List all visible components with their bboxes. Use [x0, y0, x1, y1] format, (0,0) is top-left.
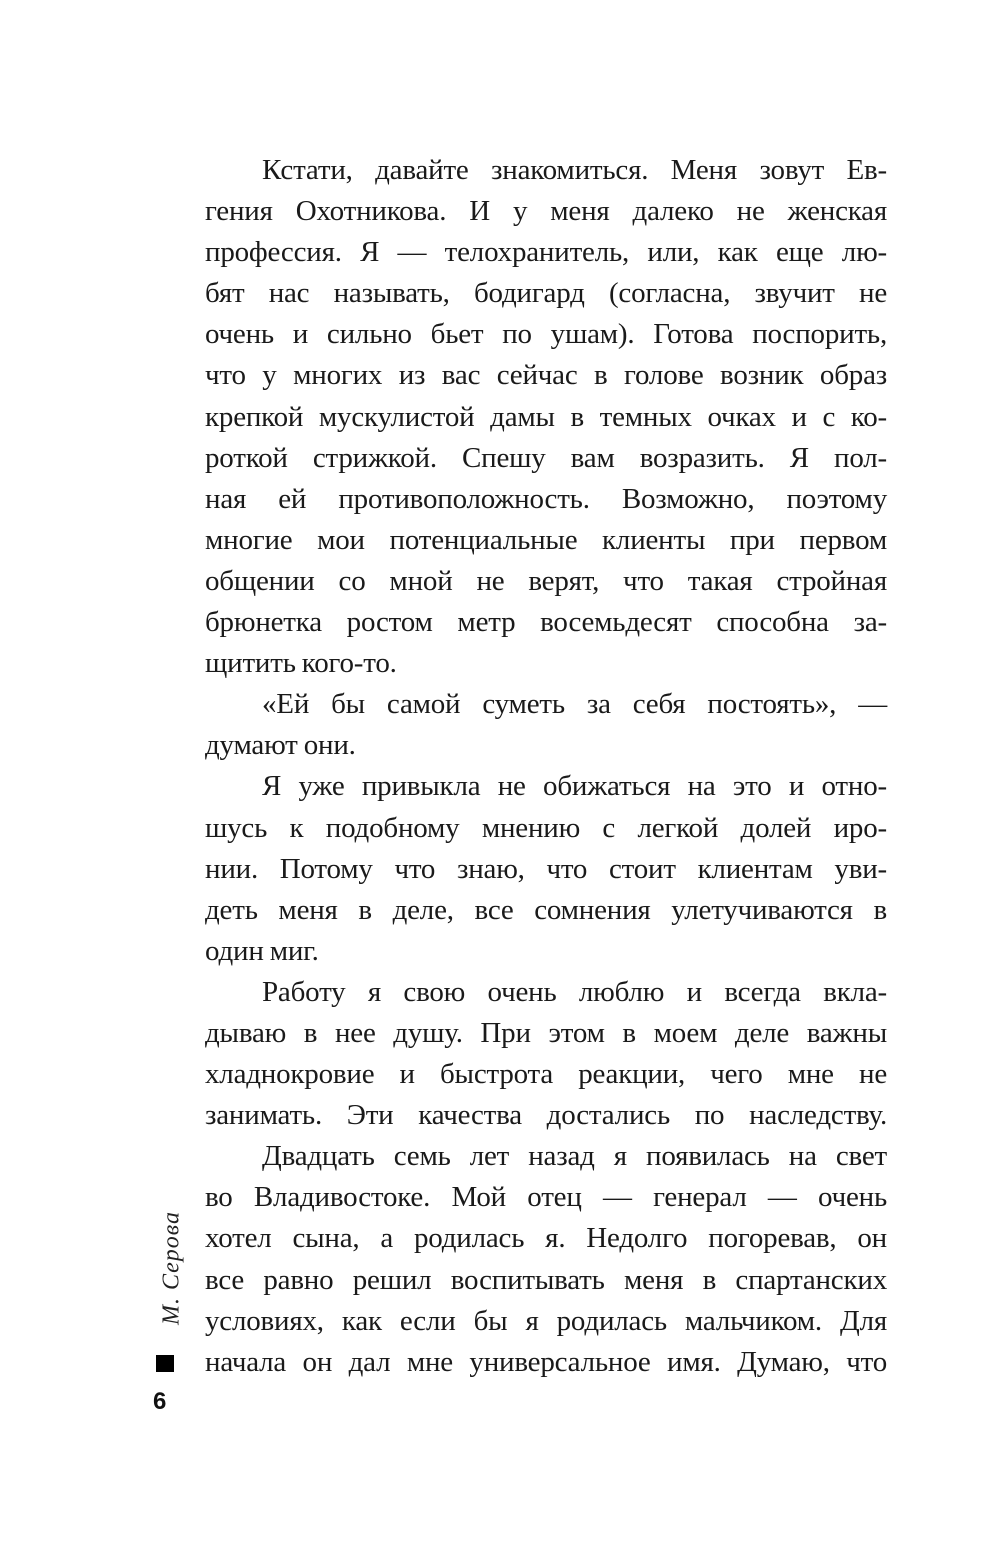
- text-line: хотел сына, а родилась я. Недолго погоревав, он: [205, 1222, 887, 1255]
- square-marker-icon: [156, 1355, 174, 1372]
- text-line: один миг.: [205, 934, 319, 967]
- text-line: Кстати, давайте знакомиться. Меня зовут Ев-: [262, 154, 887, 186]
- body-text: [205, 150, 887, 1383]
- page-number: 6: [153, 1388, 167, 1415]
- text-line: профессия. Я — телохранитель, или, как еще лю-: [205, 236, 887, 269]
- text-line: деть меня в деле, все сомнения улетучиваются в: [205, 893, 887, 926]
- text-line: дываю в нее душу. При этом в моем деле важны: [205, 1016, 887, 1049]
- text-line: роткой стрижкой. Спешу вам возразить. Я пол-: [205, 441, 887, 474]
- text-line: что у многих из вас сейчас в голове возник образ: [205, 359, 887, 392]
- text-line: щитить кого-то.: [205, 647, 397, 680]
- text-line: бят нас называть, бодигард (согласна, звучит не: [205, 277, 887, 310]
- text-line: очень и сильно бьет по ушам). Готова поспорить,: [205, 318, 887, 351]
- text-line: думают они.: [205, 729, 356, 762]
- paragraph: [205, 766, 887, 971]
- paragraph: [205, 150, 887, 684]
- text-line: ная ей противоположность. Возможно, поэтому: [205, 482, 887, 515]
- running-head-author: [152, 1200, 192, 1335]
- text-line: многие мои потенциальные клиенты при первом: [205, 523, 887, 556]
- text-line: Двадцать семь лет назад я появилась на свет: [262, 1140, 887, 1173]
- paragraph: [205, 684, 887, 766]
- text-line: гения Охотникова. И у меня далеко не женская: [205, 195, 887, 228]
- text-line: брюнетка ростом метр восемьдесят способна за-: [205, 606, 887, 639]
- text-line: хладнокровие и быстрота реакции, чего мне не: [205, 1058, 887, 1091]
- text-line: все равно решил воспитывать меня в спартанских: [205, 1263, 887, 1296]
- text-line: шусь к подобному мнению с легкой долей иро-: [205, 811, 887, 844]
- text-line: занимать. Эти качества достались по наследству.: [205, 1099, 887, 1132]
- paragraph: [205, 972, 887, 1136]
- text-line: начала он дал мне универсальное имя. Думаю, что: [205, 1345, 887, 1378]
- paragraph: [205, 1136, 887, 1383]
- text-line: Работу я свою очень люблю и всегда вкла-: [262, 975, 887, 1008]
- text-line: Я уже привыкла не обижаться на это и отно-: [262, 770, 887, 803]
- text-line: условиях, как если бы я родилась мальчиком. Для: [205, 1304, 887, 1337]
- author-name: М. Серова: [158, 1210, 185, 1325]
- text-line: нии. Потому что знаю, что стоит клиентам уви-: [205, 852, 887, 885]
- text-line: крепкой мускулистой дамы в темных очках и с ко-: [205, 400, 887, 433]
- text-line: общении со мной не верят, что такая стройная: [205, 564, 887, 597]
- text-line: во Владивостоке. Мой отец — генерал — очень: [205, 1181, 887, 1214]
- text-line: «Ей бы самой суметь за себя постоять», —: [262, 688, 887, 721]
